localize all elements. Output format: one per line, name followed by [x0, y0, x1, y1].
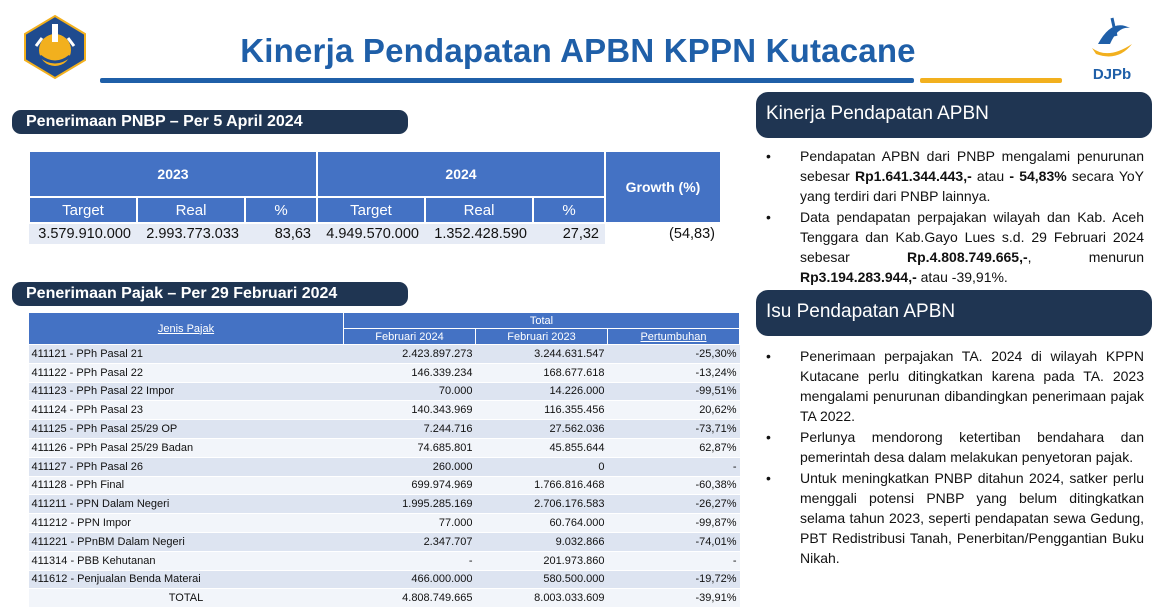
jenis-pajak-cell: 411314 - PBB Kehutanan: [29, 551, 344, 570]
table-row: [29, 476, 740, 495]
jenis-pajak-cell: 411128 - PPh Final: [29, 476, 344, 495]
isu-bullet-list: [760, 346, 1144, 569]
list-item: [760, 346, 1144, 426]
list-item: [760, 146, 1144, 206]
feb2023-cell: 2.706.176.583: [476, 495, 608, 514]
table-row: [29, 382, 740, 401]
feb2024-cell: 77.000: [344, 514, 476, 533]
bullet-amount: Rp3.194.283.944,-: [800, 269, 917, 285]
growth-cell: -74,01%: [608, 532, 740, 551]
feb2023-cell: 14.226.000: [476, 382, 608, 401]
list-item: [760, 468, 1144, 568]
growth-cell: -99,51%: [608, 382, 740, 401]
table-row: [29, 570, 740, 589]
jenis-pajak-cell: 411125 - PPh Pasal 25/29 OP: [29, 420, 344, 439]
total-growth: -39,91%: [608, 589, 740, 608]
bullet-text: Pendapatan APBN dari PNBP mengalami penurunan sebesar: [800, 148, 1144, 184]
growth-cell: -99,87%: [608, 514, 740, 533]
bullet-text: , menurun: [1027, 249, 1144, 265]
kinerja-bullet-list: [760, 146, 1144, 288]
feb2024-cell: 260.000: [344, 457, 476, 476]
pnbp-real-2023: 2.993.773.033: [137, 223, 245, 244]
growth-cell: 62,87%: [608, 438, 740, 457]
bullet-text: atau: [971, 168, 1010, 184]
jenis-pajak-cell: 411212 - PPN Impor: [29, 514, 344, 533]
growth-cell: -25,30%: [608, 345, 740, 364]
pajak-section-header: Penerimaan Pajak – Per 29 Februari 2024: [12, 282, 408, 306]
feb2023-cell: 0: [476, 457, 608, 476]
bullet-icon: •: [766, 148, 771, 164]
table-row: [29, 438, 740, 457]
bullet-text: Untuk meningkatkan PNBP ditahun 2024, satker perlu menggali potensi PNBP yang belum ditingkatkan selama tahun 2023, seperti pendapatan sewa Gedung, PBT Redistribusi Tanah, Penerbitan/Penggantian Buku Nikah.: [800, 470, 1144, 566]
feb2024-cell: 699.974.969: [344, 476, 476, 495]
table-row: [29, 551, 740, 570]
pnbp-target-2024: 4.949.570.000: [317, 223, 425, 244]
bullet-icon: •: [766, 209, 771, 225]
pajak-feb2023-header: Februari 2023: [476, 329, 608, 345]
pnbp-target-2023: 3.579.910.000: [29, 223, 137, 244]
jenis-pajak-cell: 411123 - PPh Pasal 22 Impor: [29, 382, 344, 401]
feb2023-cell: 168.677.618: [476, 363, 608, 382]
bullet-text: Penerimaan perpajakan TA. 2024 di wilayah KPPN Kutacane perlu ditingkatkan karena pada TA. 2023 mengalami penurunan dibandingkan penerimaan pajak TA 2022.: [800, 348, 1144, 424]
pnbp-year-2023-header: 2023: [29, 151, 317, 197]
bullet-amount: Rp.4.808.749.665,-: [907, 249, 1028, 265]
bullet-text: atau -39,91%.: [916, 269, 1008, 285]
feb2023-cell: 1.766.816.468: [476, 476, 608, 495]
feb2023-cell: 201.973.860: [476, 551, 608, 570]
feb2024-cell: 146.339.234: [344, 363, 476, 382]
pnbp-target-2024-header: Target: [317, 197, 425, 223]
table-row: [29, 514, 740, 533]
feb2023-cell: 27.562.036: [476, 420, 608, 439]
growth-cell: -19,72%: [608, 570, 740, 589]
pnbp-target-2023-header: Target: [29, 197, 137, 223]
growth-cell: -: [608, 457, 740, 476]
feb2024-cell: 2.423.897.273: [344, 345, 476, 364]
total-feb2023: 8.003.033.609: [476, 589, 608, 608]
bullet-icon: •: [766, 429, 771, 445]
pnbp-growth: (54,83): [605, 223, 721, 244]
growth-cell: -13,24%: [608, 363, 740, 382]
pnbp-real-2023-header: Real: [137, 197, 245, 223]
jenis-pajak-cell: 411221 - PPnBM Dalam Negeri: [29, 532, 344, 551]
list-item: [760, 427, 1144, 467]
table-row: [29, 457, 740, 476]
kinerja-panel-header: Kinerja Pendapatan APBN: [756, 92, 1152, 138]
table-row: [29, 363, 740, 382]
total-label: TOTAL: [29, 589, 344, 608]
feb2024-cell: 74.685.801: [344, 438, 476, 457]
feb2023-cell: 60.764.000: [476, 514, 608, 533]
total-feb2024: 4.808.749.665: [344, 589, 476, 608]
title-underline-gold: [920, 78, 1062, 83]
feb2023-cell: 45.855.644: [476, 438, 608, 457]
feb2023-cell: 116.355.456: [476, 401, 608, 420]
pajak-growth-header: Pertumbuhan: [608, 329, 740, 345]
growth-cell: -73,71%: [608, 420, 740, 439]
table-row: [29, 532, 740, 551]
jenis-pajak-cell: 411211 - PPN Dalam Negeri: [29, 495, 344, 514]
jenis-pajak-cell: 411121 - PPh Pasal 21: [29, 345, 344, 364]
feb2024-cell: 7.244.716: [344, 420, 476, 439]
pnbp-growth-header: Growth (%): [605, 151, 721, 223]
list-item: [760, 207, 1144, 287]
feb2024-cell: 70.000: [344, 382, 476, 401]
pajak-jenis-header: Jenis Pajak: [29, 313, 344, 345]
pajak-table: [28, 312, 740, 608]
jenis-pajak-cell: 411127 - PPh Pasal 26: [29, 457, 344, 476]
pnbp-pct-2024: 27,32: [533, 223, 605, 244]
table-row: [29, 401, 740, 420]
bullet-amount: Rp1.641.344.443,-: [855, 168, 972, 184]
pajak-feb2024-header: Februari 2024: [344, 329, 476, 345]
title-underline-blue: [100, 78, 914, 83]
bullet-percent: - 54,83%: [1009, 168, 1067, 184]
jenis-pajak-cell: 411124 - PPh Pasal 23: [29, 401, 344, 420]
bullet-text: Perlunya mendorong ketertiban bendahara dan pemerintah desa dalam melakukan penyetoran pajak.: [800, 429, 1144, 465]
pnbp-data-row: [29, 223, 721, 244]
bullet-text: Data pendapatan perpajakan wilayah dan Kab. Aceh Tenggara dan Kab.Gayo Lues s.d. 29 Februari 2024 sebesar: [800, 209, 1144, 265]
growth-cell: -26,27%: [608, 495, 740, 514]
pnbp-section-header: Penerimaan PNBP – Per 5 April 2024: [12, 110, 408, 134]
feb2023-cell: 580.500.000: [476, 570, 608, 589]
bullet-text: secara YoY yang terdiri dari PNBP lainnya.: [800, 168, 1144, 204]
pnbp-year-2024-header: 2024: [317, 151, 605, 197]
total-row: [29, 589, 740, 608]
page-title: Kinerja Pendapatan APBN KPPN Kutacane: [240, 32, 916, 69]
growth-cell: 20,62%: [608, 401, 740, 420]
growth-cell: -: [608, 551, 740, 570]
feb2024-cell: 1.995.285.169: [344, 495, 476, 514]
table-row: [29, 420, 740, 439]
pnbp-pct-2023-header: %: [245, 197, 317, 223]
djpb-logo-text: DJPb: [1092, 66, 1132, 83]
feb2024-cell: 466.000.000: [344, 570, 476, 589]
bullet-icon: •: [766, 348, 771, 364]
table-row: [29, 495, 740, 514]
feb2023-cell: 3.244.631.547: [476, 345, 608, 364]
jenis-pajak-cell: 411122 - PPh Pasal 22: [29, 363, 344, 382]
feb2024-cell: 140.343.969: [344, 401, 476, 420]
jenis-pajak-cell: 411612 - Penjualan Benda Materai: [29, 570, 344, 589]
growth-cell: -60,38%: [608, 476, 740, 495]
pnbp-real-2024: 1.352.428.590: [425, 223, 533, 244]
isu-panel-header: Isu Pendapatan APBN: [756, 290, 1152, 336]
feb2024-cell: -: [344, 551, 476, 570]
jenis-pajak-cell: 411126 - PPh Pasal 25/29 Badan: [29, 438, 344, 457]
pnbp-real-2024-header: Real: [425, 197, 533, 223]
pajak-total-header: Total: [344, 313, 740, 329]
table-row: [29, 345, 740, 364]
pnbp-table: [28, 150, 722, 244]
pnbp-pct-2024-header: %: [533, 197, 605, 223]
feb2024-cell: 2.347.707: [344, 532, 476, 551]
pnbp-pct-2023: 83,63: [245, 223, 317, 244]
bullet-icon: •: [766, 470, 771, 486]
feb2023-cell: 9.032.866: [476, 532, 608, 551]
